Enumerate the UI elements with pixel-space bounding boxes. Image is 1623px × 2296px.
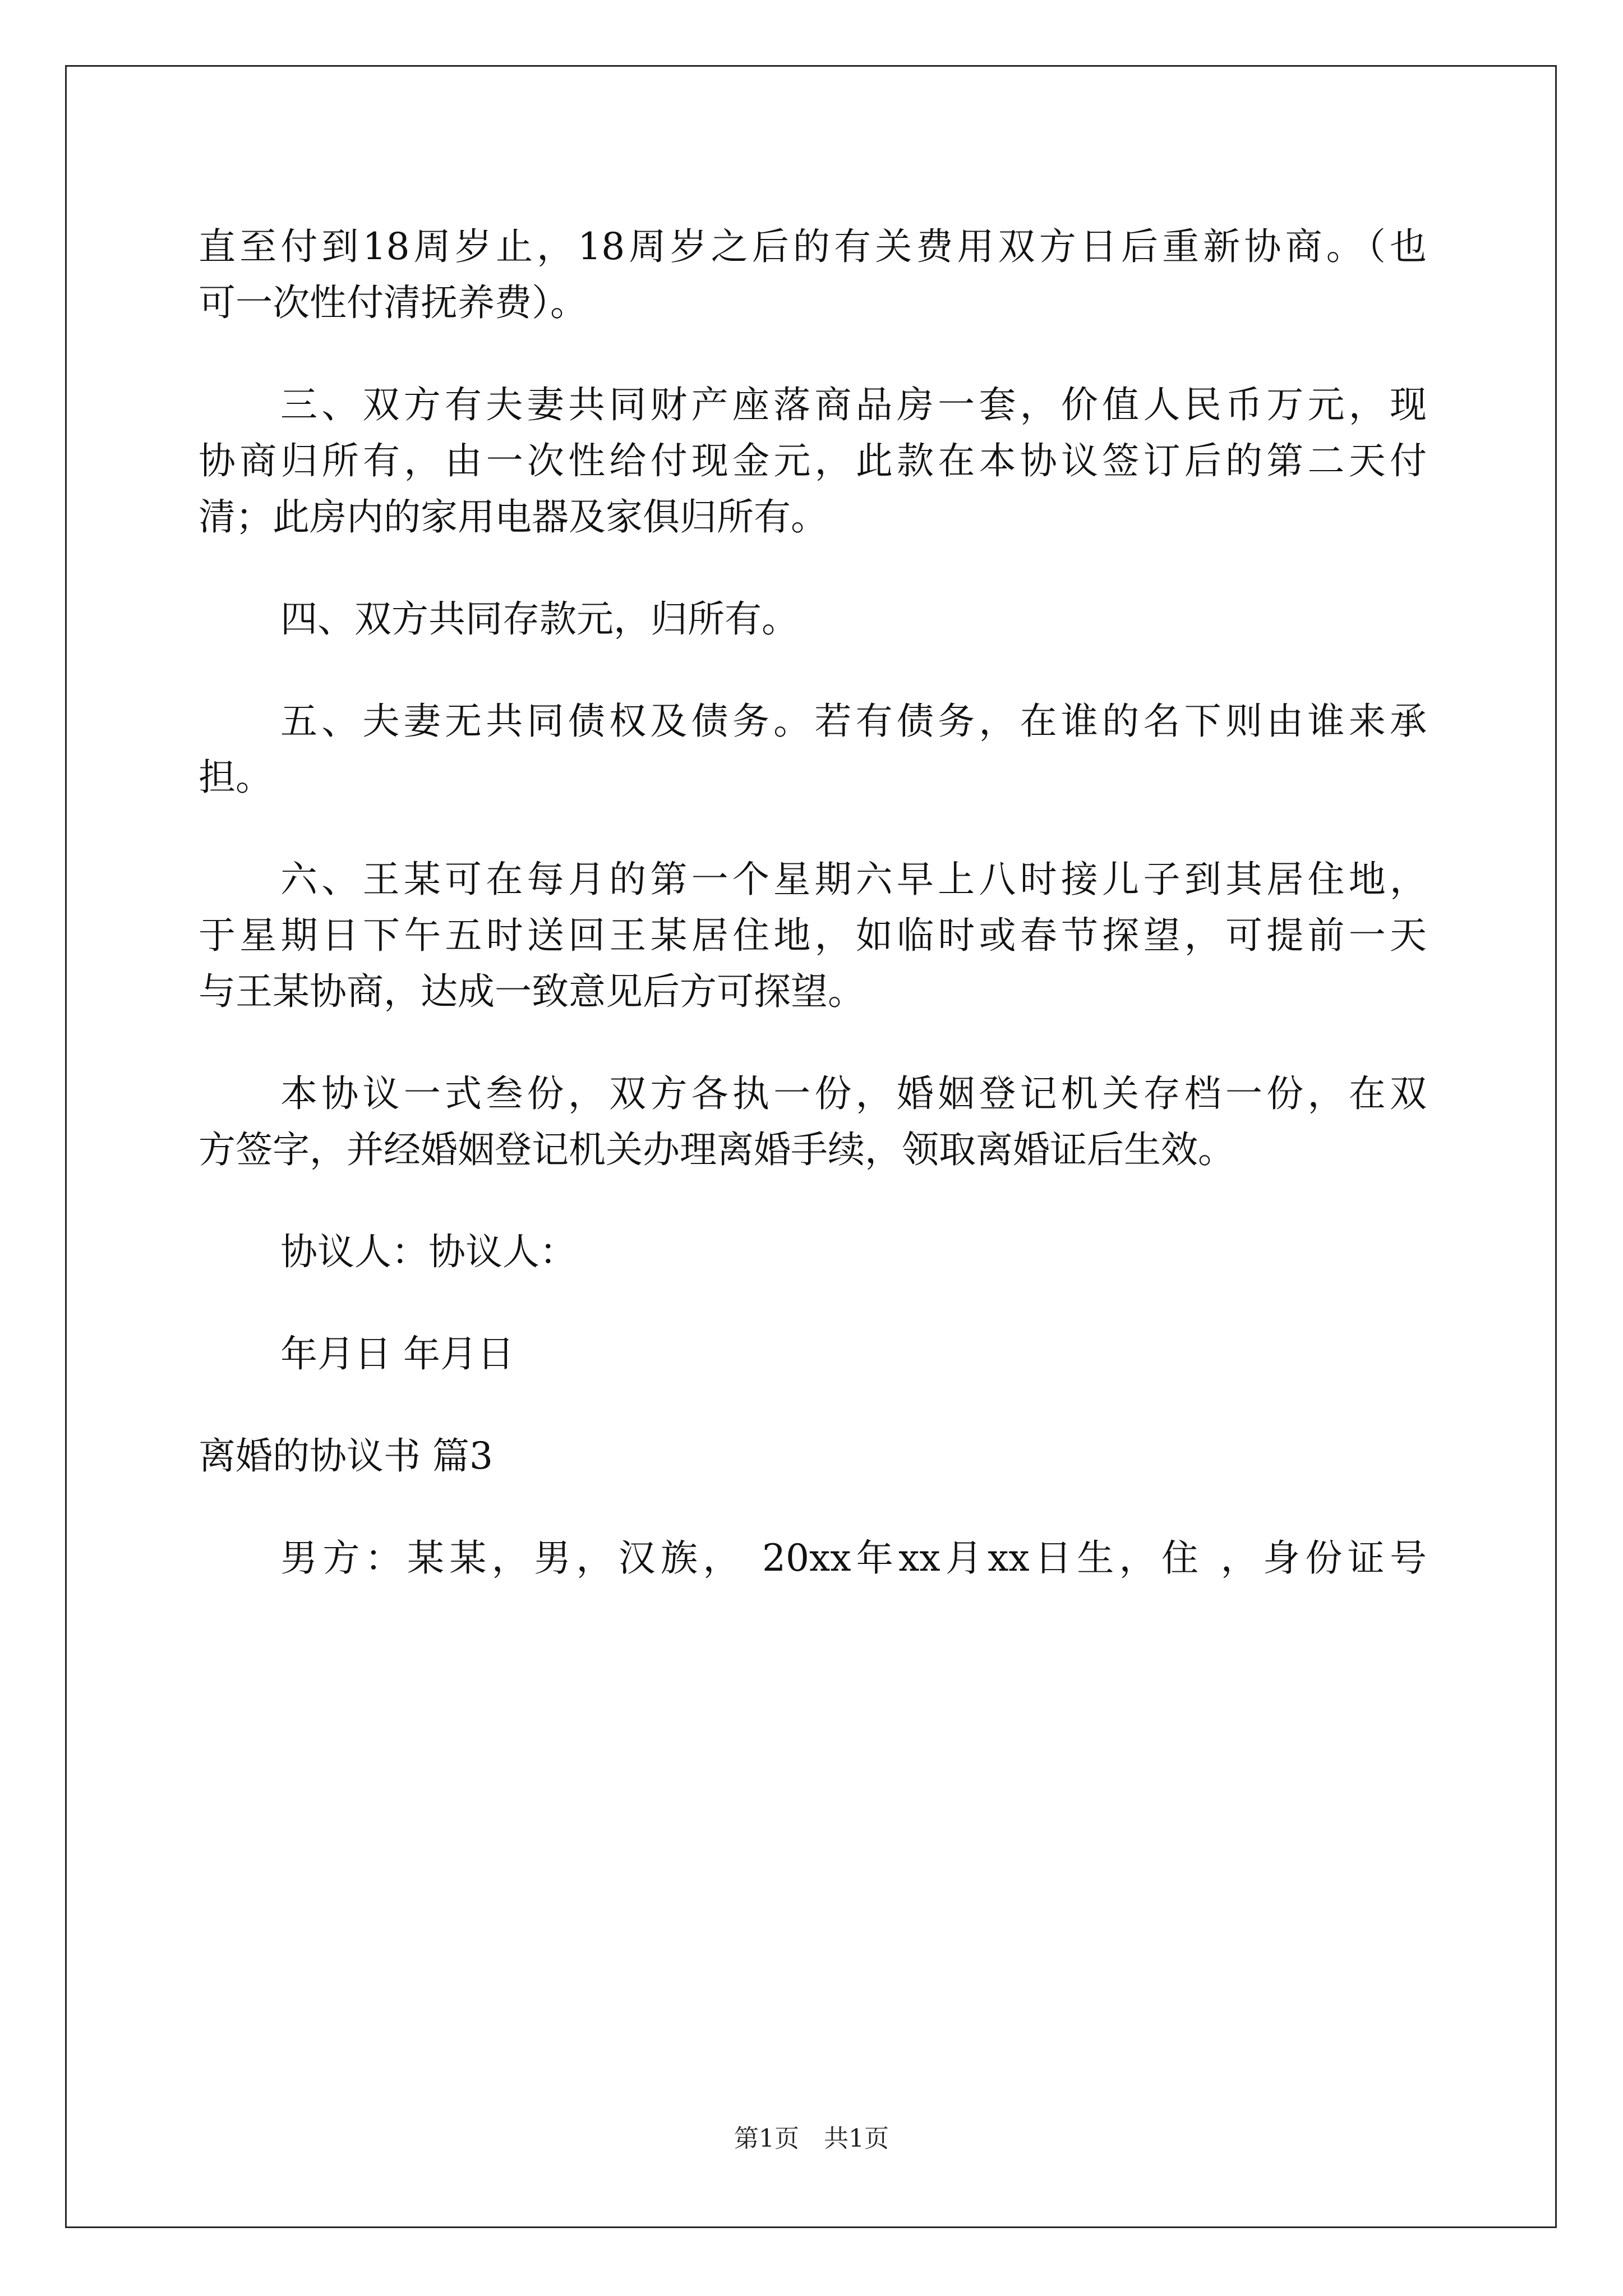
text-line: 于星期日下午五时送回王某居住地，如临时或春节探望，可提前一天 — [199, 914, 1427, 957]
text-line: 四、双方共同存款元，归所有。 — [280, 597, 799, 641]
text-line: 协商归所有，由一次性给付现金元，此款在本协议签订后的第二天付 — [199, 439, 1427, 482]
page-footer: 第1页 共1页 — [734, 2124, 889, 2153]
text-line: 清；此房内的家用电器及家俱归所有。 — [199, 495, 828, 539]
date-line: 年月日 年月日 — [280, 1332, 514, 1375]
text-line: 三、双方有夫妻共同财产座落商品房一套，价值人民币万元，现 — [280, 383, 1427, 426]
text-line: 可一次性付清抚养费）。 — [199, 281, 587, 324]
document-body — [199, 219, 1427, 1586]
text-line: 方签字，并经婚姻登记机关办理离婚手续，领取离婚证后生效。 — [199, 1128, 1235, 1171]
text-line: 直至付到18周岁止，18周岁之后的有关费用双方日后重新协商。（也 — [199, 225, 1427, 268]
text-line: 五、夫妻无共同债权及债务。若有债务，在谁的名下则由谁来承 — [280, 700, 1427, 743]
text-line: 男方：某某，男，汉族， 20xx年xx月xx日生，住 ，身份证号 — [280, 1536, 1427, 1580]
text-line: 本协议一式叁份，双方各执一份，婚姻登记机关存档一份，在双 — [280, 1072, 1427, 1115]
text-line: 与王某协商，达成一致意见后方可探望。 — [199, 970, 865, 1013]
signature-line: 协议人：协议人： — [280, 1230, 577, 1273]
section-heading: 离婚的协议书 篇3 — [199, 1434, 493, 1478]
text-line: 担。 — [199, 756, 273, 799]
text-line: 六、王某可在每月的第一个星期六早上八时接儿子到其居住地， — [280, 858, 1427, 901]
